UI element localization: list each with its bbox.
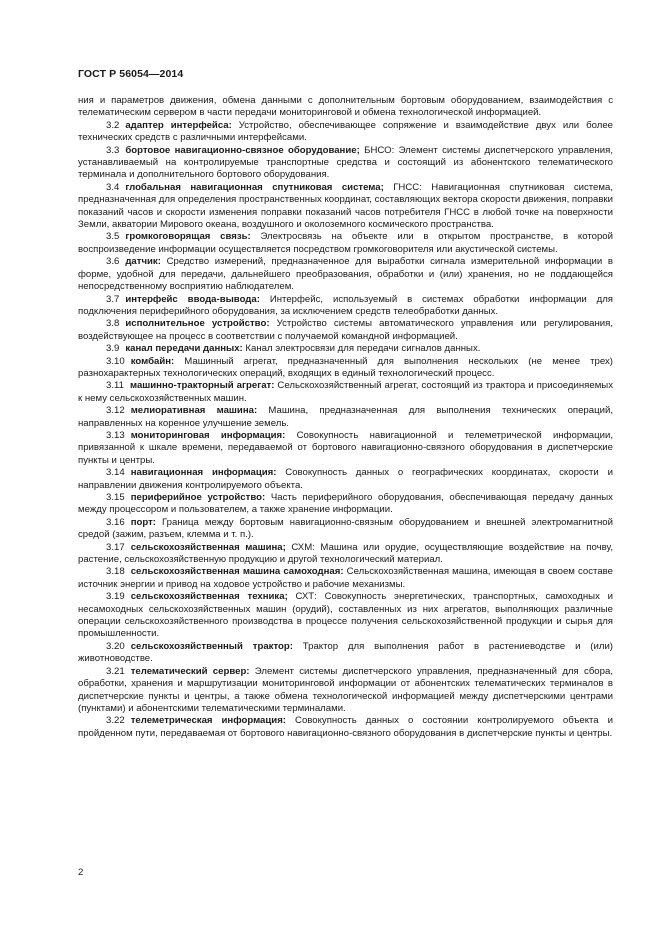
term-name: мониторинговая информация: [130, 429, 286, 441]
term-number: 3.18 [106, 566, 125, 578]
term-paragraph [78, 182, 613, 232]
term-definition: Машинный агрегат, предназначенный для выполнения нескольких (не менее трех) разнохарактерных технологических операций, входящих в единый технологический процесс. [78, 355, 613, 379]
term-number: 3.8 [106, 318, 120, 330]
term-paragraph [78, 641, 613, 666]
term-name: навигационная информация: [130, 467, 277, 479]
term-name: канал передачи данных: [125, 343, 243, 355]
term-definition: Трактор для выполнения работ в растениеводстве и (или) животноводстве. [78, 640, 614, 665]
term-name: периферийное устройство: [130, 492, 266, 503]
term-paragraph [78, 145, 613, 182]
term-number: 3.17 [106, 541, 125, 553]
term-definition: Граница между бортовым навигационно-связным оборудованием и внешней электромагнитной средой (зажим, разъем, клемма и т. п.). [78, 516, 613, 541]
term-number: 3.4 [106, 181, 120, 193]
term-definition: Часть периферийного оборудования, обеспечивающая передачу данных между процессором и пользователем, а также хранение информации. [78, 492, 613, 516]
term-number: 3.3 [106, 144, 120, 156]
term-name: громкоговорящая связь: [125, 231, 251, 243]
document-body [78, 95, 613, 740]
term-definition: Средство измерений, предназначенное для выработки сигнала измерительной информации в форме, удобной для передачи, дальнейшего преобразования, обработки и (или) хранения, но не поддающейся непосредственному восприятию наблюдателем. [78, 256, 613, 293]
term-name: мелиоративная машина: [130, 405, 258, 417]
term-definition: Электросвязь на объекте или в открытом пространстве, в которой воспроизведение информации осуществляется посредством громкоговорителя или акустической системы. [78, 231, 613, 255]
term-paragraph [78, 591, 613, 641]
term-paragraph [78, 380, 613, 405]
term-name: интерфейс ввода-вывода: [125, 293, 260, 305]
term-number: 3.14 [106, 467, 125, 479]
term-definition: СХМ: Машина или орудие, осуществляющие воздействие на почву, растение, сельскохозяйственную продукцию и другой технологический материал. [78, 541, 614, 566]
term-paragraph [78, 294, 613, 319]
term-definition: Совокупность данных о географических координатах, скорости и направлении движения контролируемого объекта. [78, 467, 613, 491]
term-paragraph [78, 405, 613, 430]
term-definition: Интерфейс, используемый в системах обработки информации для подключения периферийного оборудования, за исключением средств телеобработки данных. [78, 293, 613, 317]
term-definition: Сельскохозяйственная машина, имеющая в своем составе источник энергии и привод на ходовое устройство и рабочие механизмы. [78, 566, 613, 590]
intro-paragraph: ния и параметров движения, обмена данными с дополнительным бортовым оборудованием, взаимодействия с телематическим сервером в части передачи мониторинговой и обмена технологической информацией. [78, 95, 613, 119]
term-number: 3.22 [106, 715, 125, 727]
term-definition: ГНСС: Навигационная спутниковая система, предназначенная для определения пространственных координат, составляющих вектора скорости движения, поправки показаний часов и скорости изменения поправки показаний часов потребителя ГНСС в любой точке на поверхности Земли, акватории Мирового океана, воздушного и околоземного космического пространства. [78, 181, 613, 231]
term-definition: Устройство, обеспечивающее сопряжение и взаимодействие двух или более технических средств с различными интерфейсами. [78, 119, 614, 144]
term-number: 3.11 [106, 380, 124, 392]
terms-list [78, 120, 613, 740]
term-paragraph [78, 318, 613, 343]
term-number: 3.16 [106, 516, 125, 528]
term-number: 3.19 [106, 591, 125, 603]
page-number: 2 [78, 867, 84, 878]
term-name: телеметрическая информация: [130, 715, 286, 727]
term-number: 3.2 [106, 119, 120, 131]
term-name: адаптер интерфейса: [125, 119, 232, 131]
term-name: телематический сервер: [130, 665, 250, 677]
term-name: датчик: [125, 256, 161, 268]
term-definition: Канал электросвязи для передачи сигналов данных. [242, 343, 481, 355]
term-number: 3.13 [106, 429, 125, 441]
term-number: 3.21 [106, 665, 125, 677]
term-paragraph [78, 666, 613, 716]
term-paragraph [78, 517, 613, 542]
term-number: 3.20 [106, 640, 125, 652]
term-definition: Устройство системы автоматического управления или регулирования, воздействующее на процесс в соответствии с получаемой командной информацией. [78, 318, 613, 342]
term-number: 3.6 [106, 256, 120, 268]
term-paragraph [78, 542, 613, 567]
term-number: 3.5 [106, 231, 120, 243]
term-number: 3.7 [106, 293, 120, 305]
term-name: исполнительное устройство: [125, 318, 270, 330]
term-name: машинно-тракторный агрегат: [129, 380, 275, 392]
term-number: 3.12 [106, 405, 125, 417]
term-definition: СХТ: Совокупность энергетических, транспортных, самоходных и несамоходных сельскохозяйственных машин (орудий), составленных из них агрегатов, выполняющих различные операции сельскохозяйственного производства в процессе получения сельскохозяйственной продукции и сырья для промышленности. [78, 591, 613, 640]
term-paragraph [78, 256, 613, 293]
term-name: глобальная навигационная спутниковая система; [125, 181, 384, 193]
term-paragraph [78, 356, 613, 381]
term-name: сельскохозяйственная машина самоходная: [130, 566, 344, 578]
term-number: 3.10 [106, 355, 125, 367]
term-paragraph [78, 467, 613, 492]
term-name: сельскохозяйственный трактор: [130, 640, 293, 652]
term-name: бортовое навигационно-связное оборудование; [125, 144, 360, 156]
document-header: ГОСТ Р 56054—2014 [78, 68, 184, 80]
term-definition: Совокупность данных о состоянии контролируемого объекта и пройденном пути, передаваемая от бортового навигационно-связного оборудования в диспетчерские пункты и центры. [78, 715, 614, 739]
term-definition: Элемент системы диспетчерского управления, предназначенный для сбора, обработки, хранения и маршрутизации мониторинговой информации от абонентских телематических терминалов в диспетчерские пункты и центры, а также обмена технологической информацией между диспетчерскими центрами (пунктами) и абонентскими телематическими терминалами. [78, 665, 613, 714]
term-paragraph [78, 120, 613, 145]
term-paragraph [78, 231, 613, 256]
term-number: 3.15 [106, 492, 125, 503]
term-paragraph [78, 343, 613, 355]
term-name: порт: [130, 516, 156, 528]
term-name: комбайн: [130, 355, 175, 367]
term-definition: Сельскохозяйственный агрегат, состоящий из трактора и присоединяемых к нему сельскохозяйственных машин. [78, 380, 613, 404]
term-paragraph [78, 492, 613, 517]
term-name: сельскохозяйственная машина; [130, 541, 286, 553]
term-number: 3.9 [106, 343, 120, 355]
term-paragraph [78, 715, 613, 740]
term-definition: Совокупность навигационной и телеметрической информации, привязанной к шкале времени, передаваемой от бортового навигационно-связного оборудования в диспетчерские пункты и центры. [78, 429, 613, 466]
term-name: сельскохозяйственная техника; [130, 591, 288, 603]
term-definition: БНСО: Элемент системы диспетчерского управления, устанавливаемый на контролируемые транспортные средства и состоящий из абонентского телематического терминала и дополнительного бортового оборудования. [78, 144, 614, 181]
term-paragraph [78, 566, 613, 591]
term-definition: Машина, предназначенная для выполнения технических операций, направленных на коренное улучшение земель. [78, 405, 613, 429]
term-paragraph [78, 430, 613, 467]
